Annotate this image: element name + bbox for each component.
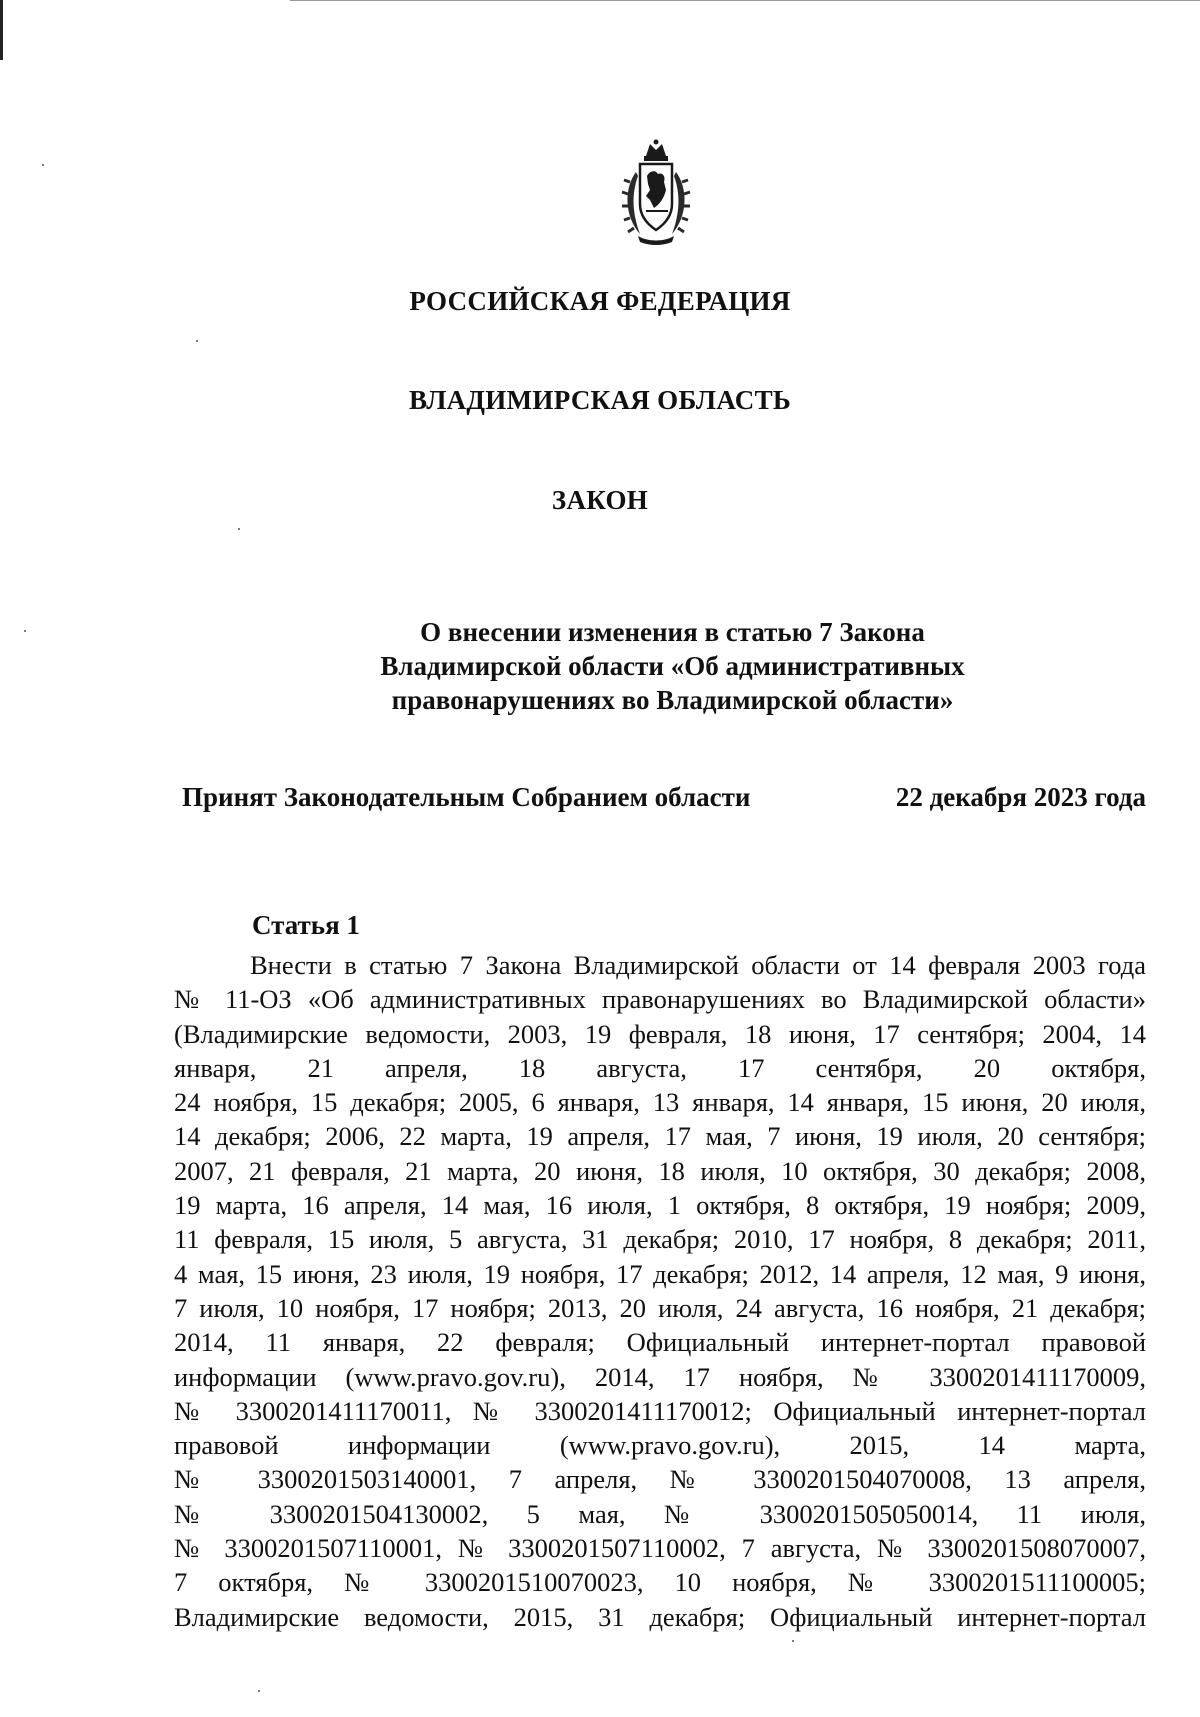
article-line: № 3300201411170011, № 3300201411170012; Официальный интернет-портал: [174, 1395, 1146, 1426]
article-line: 7 июля, 10 ноября, 17 ноября; 2013, 20 июля, 24 августа, 16 ноября, 21 декабря;: [174, 1292, 1146, 1323]
article-line: № 3300201507110001, № 3300201507110002, 7 августа, № 3300201508070007,: [174, 1533, 1146, 1564]
article-line: 14 декабря; 2006, 22 марта, 19 апреля, 17 мая, 7 июня, 19 июля, 20 сентября;: [174, 1121, 1146, 1152]
article-line: 11 февраля, 15 июля, 5 августа, 31 декабря; 2010, 17 ноября, 8 декабря; 2011,: [174, 1224, 1146, 1255]
article-line: № 11-ОЗ «Об административных правонарушениях во Владимирской области»: [174, 984, 1146, 1015]
article-line: 2007, 21 февраля, 21 марта, 20 июня, 18 июля, 10 октября, 30 декабря; 2008,: [174, 1155, 1146, 1186]
article-line: № 3300201504130002, 5 мая, № 3300201505050014, 11 июля,: [174, 1498, 1146, 1529]
article-line: января, 21 апреля, 18 августа, 17 сентября, 20 октября,: [174, 1052, 1146, 1083]
article-line: правовой информации (www.pravo.gov.ru), 2015, 14 марта,: [174, 1430, 1146, 1461]
adoption-label: Принят Законодательным Собранием области: [182, 782, 751, 812]
scan-speck: [42, 164, 44, 166]
scan-speck: [238, 528, 240, 530]
law-title-line: правонарушениях во Владимирской области»: [391, 685, 954, 715]
article-line: № 3300201503140001, 7 апреля, № 3300201504070008, 13 апреля,: [174, 1464, 1146, 1495]
article-line: (Владимирские ведомости, 2003, 19 февраля, 18 июня, 17 сентября; 2004, 14: [174, 1018, 1146, 1049]
article-line: информации (www.pravo.gov.ru), 2014, 17 ноября, № 3300201411170009,: [174, 1361, 1146, 1392]
article-line: Владимирские ведомости, 2015, 31 декабря; Официальный интернет-портал: [174, 1601, 1146, 1632]
article-line: 7 октября, № 3300201510070023, 10 ноября, № 3300201511100005;: [174, 1567, 1146, 1598]
scan-speck: [24, 630, 26, 632]
adoption-date: 22 декабря 2023 года: [895, 782, 1146, 812]
scan-speck: [792, 1640, 794, 1642]
scan-speck: [196, 340, 198, 342]
article-line: Внести в статью 7 Закона Владимирской области от 14 февраля 2003 года: [250, 950, 1146, 980]
header-doc-type: ЗАКОН: [551, 485, 649, 515]
article-line: 24 ноября, 15 декабря; 2005, 6 января, 13 января, 14 января, 15 июня, 20 июля,: [174, 1087, 1146, 1118]
coat-of-arms-icon: [620, 138, 692, 248]
scan-top-rule: [290, 0, 1200, 1]
article-heading: Статья 1: [252, 910, 360, 940]
article-body: [174, 948, 1146, 1634]
article-line: 4 мая, 15 июня, 23 июля, 19 ноября, 17 декабря; 2012, 14 апреля, 12 мая, 9 июня,: [174, 1258, 1146, 1289]
header-region: ВЛАДИМИРСКАЯ ОБЛАСТЬ: [408, 385, 792, 415]
article-line: 2014, 11 января, 22 февраля; Официальный интернет-портал правовой: [174, 1327, 1146, 1358]
law-title-line: О внесении изменения в статью 7 Закона: [420, 617, 925, 647]
article-line: 19 марта, 16 апреля, 14 мая, 16 июля, 1 октября, 8 октября, 19 ноября; 2009,: [174, 1190, 1146, 1221]
scan-edge-mark: [0, 0, 3, 60]
header-federation: РОССИЙСКАЯ ФЕДЕРАЦИЯ: [409, 286, 791, 316]
scan-speck: [258, 1690, 260, 1692]
law-title: [320, 615, 1025, 717]
law-title-line: Владимирской области «Об административных: [380, 651, 965, 681]
adoption-line: [182, 782, 1146, 816]
